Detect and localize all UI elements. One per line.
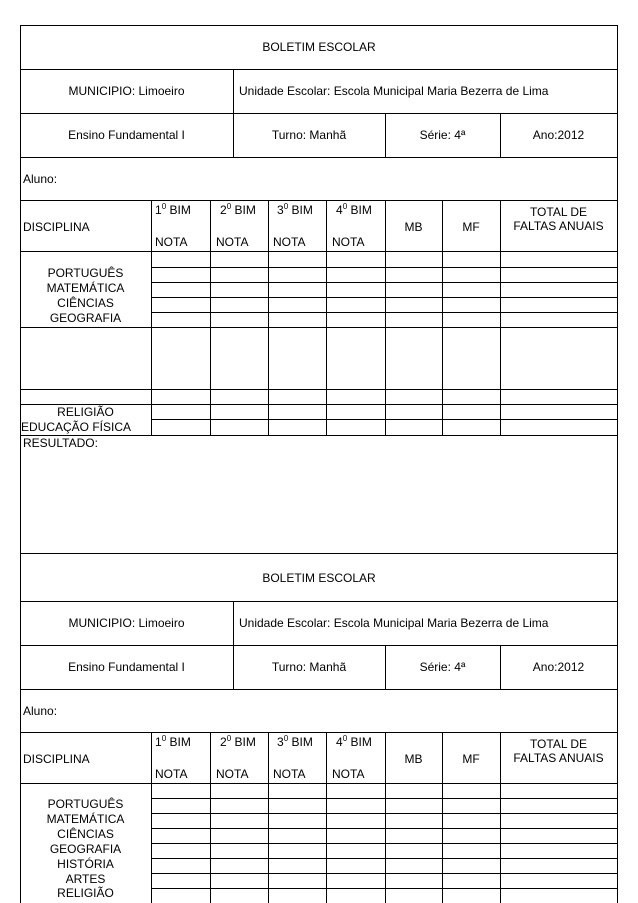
col-divider <box>210 200 211 435</box>
municipio: MUNICIPIO: Limoeiro <box>68 616 185 630</box>
serie: Série: 4ª <box>419 128 466 142</box>
subject-ciencias: CIÊNCIAS <box>57 296 114 310</box>
nota-3: NOTA <box>273 767 306 781</box>
col-divider <box>233 69 234 157</box>
municipio: MUNICIPIO: Limoeiro <box>68 84 185 98</box>
col-divider <box>268 200 269 435</box>
card-title: BOLETIM ESCOLAR <box>262 571 376 585</box>
unidade-escolar: Unidade Escolar: Escola Municipal Maria Bezerra de Lima <box>239 84 549 98</box>
subject-geografia: GEOGRAFIA <box>49 842 122 856</box>
col-divider <box>326 200 327 435</box>
nota-4: NOTA <box>332 767 365 781</box>
nota-3: NOTA <box>273 235 306 249</box>
bim-3-header: $3^0$ BIM <box>277 202 313 217</box>
subject-portugues: PORTUGUÊS <box>47 266 124 280</box>
bim-2-header: $2^0$ BIM <box>220 202 256 217</box>
bim-1-header: $1^0$ BIM <box>155 202 191 217</box>
rule <box>20 113 618 114</box>
rule <box>20 25 618 26</box>
rule <box>20 732 618 733</box>
rule <box>20 783 618 784</box>
subject-religiao: RELIGIÃO <box>57 405 114 419</box>
nota-1: NOTA <box>155 767 188 781</box>
rule <box>20 251 618 252</box>
bim-3-header: $3^0$ BIM <box>277 734 313 749</box>
mf-header: MF <box>462 752 480 766</box>
serie: Série: 4ª <box>419 660 466 674</box>
subject-portugues: PORTUGUÊS <box>47 797 124 811</box>
card-title: BOLETIM ESCOLAR <box>262 40 376 54</box>
ano: Ano:2012 <box>532 660 585 674</box>
col-divider <box>500 200 501 435</box>
subject-geografia: GEOGRAFIA <box>49 311 122 325</box>
bim-1-header: $1^0$ BIM <box>155 734 191 749</box>
ensino: Ensino Fundamental I <box>68 660 185 674</box>
subject-ciencias: CIÊNCIAS <box>57 827 114 841</box>
border-right <box>617 25 618 553</box>
aluno-label: Aluno: <box>23 172 58 186</box>
bim-4-header: $4^0$ BIM <box>336 202 372 217</box>
turno: Turno: Manhã <box>271 128 347 142</box>
nota-1: NOTA <box>155 235 188 249</box>
col-divider <box>268 732 269 903</box>
rule <box>20 389 618 390</box>
subject-religiao: RELIGIÃO <box>57 886 114 900</box>
bim-2-header: $2^0$ BIM <box>220 734 256 749</box>
col-divider <box>326 732 327 903</box>
nota-4: NOTA <box>332 235 365 249</box>
aluno-label: Aluno: <box>23 704 58 718</box>
rule <box>20 435 618 436</box>
resultado-label: RESULTADO: <box>23 436 98 450</box>
col-divider <box>151 732 152 903</box>
subject-matematica: MATEMÁTICA <box>46 281 125 295</box>
total-faltas-line2: FALTAS ANUAIS <box>513 751 604 765</box>
disciplina-header: DISCIPLINA <box>23 752 90 766</box>
subject-artes: ARTES <box>65 872 106 886</box>
nota-2: NOTA <box>216 767 249 781</box>
total-faltas-line1: TOTAL DE <box>529 205 588 219</box>
bim-4-header: $4^0$ BIM <box>336 734 372 749</box>
turno: Turno: Manhã <box>271 660 347 674</box>
disciplina-header: DISCIPLINA <box>23 220 90 234</box>
rule <box>20 200 618 201</box>
subject-educacao-fisica: EDUCAÇÃO FÍSICA <box>21 420 132 434</box>
rule <box>20 553 618 554</box>
rule <box>20 645 618 646</box>
col-divider <box>233 601 234 689</box>
rule <box>20 327 618 328</box>
nota-2: NOTA <box>216 235 249 249</box>
col-divider <box>442 200 443 435</box>
border-right <box>617 553 618 903</box>
ano: Ano:2012 <box>532 128 585 142</box>
unidade-escolar: Unidade Escolar: Escola Municipal Maria Bezerra de Lima <box>239 616 549 630</box>
col-divider <box>385 200 386 435</box>
mb-header: MB <box>404 752 423 766</box>
rule <box>20 689 618 690</box>
rule <box>20 69 618 70</box>
col-divider <box>151 200 152 435</box>
col-divider <box>210 732 211 903</box>
ensino: Ensino Fundamental I <box>68 128 185 142</box>
rule <box>20 157 618 158</box>
mb-header: MB <box>404 220 423 234</box>
rule <box>20 601 618 602</box>
subject-matematica: MATEMÁTICA <box>46 812 125 826</box>
total-faltas-line1: TOTAL DE <box>529 737 588 751</box>
total-faltas-line2: FALTAS ANUAIS <box>513 219 604 233</box>
mf-header: MF <box>462 220 480 234</box>
subject-historia: HISTÓRIA <box>57 857 114 871</box>
